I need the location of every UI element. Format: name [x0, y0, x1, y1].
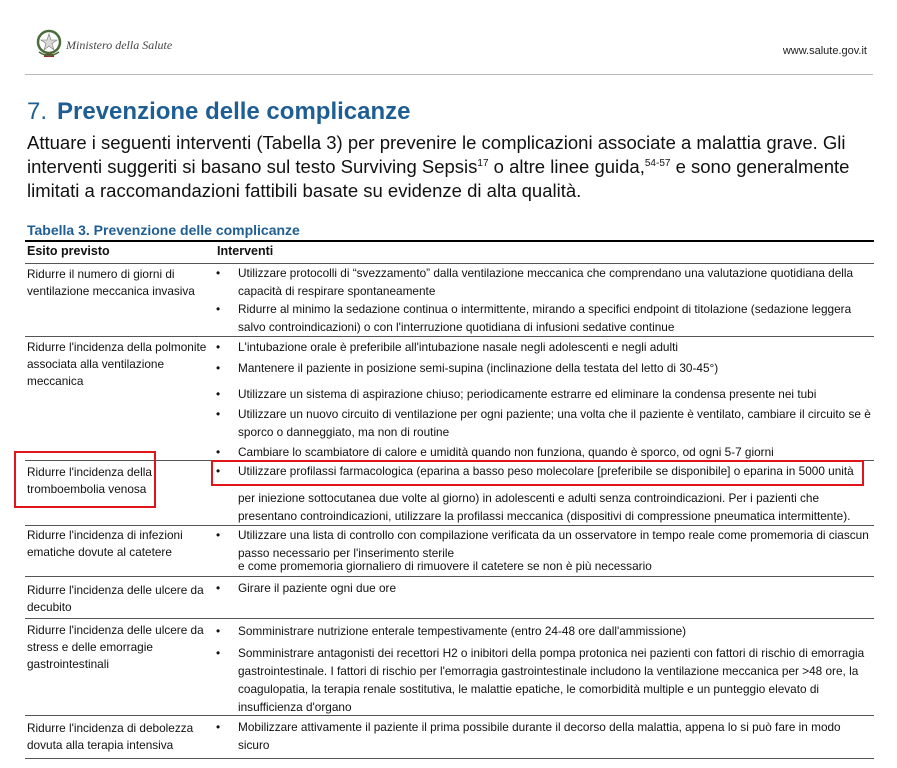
bullet-icon: • — [216, 266, 221, 280]
section-number: 7. — [27, 98, 48, 125]
intervention-item: Somministrare antagonisti dei recettori H2 o inibitori della pompa protonica nei pazienti con fattori di rischio di emorragia gastrointestinale. I fattori di rischio per l'emorragia gastrointestinale includono la ventilazione meccanica per >48 ore, la coagulopatia, la terapia renale sostitutiva, le malattie epatiche, le comorbidità multiple e un punteggio elevato di insufficienza d'organo — [238, 646, 865, 714]
table-row-outcome: Ridurre l'incidenza di debolezza dovuta alla terapia intensiva — [27, 721, 194, 752]
italian-emblem-logo — [34, 28, 64, 60]
intervention-item: Mantenere il paziente in posizione semi-supina (inclinazione della testata del letto di 30-45°) — [238, 361, 719, 375]
bullet-icon: • — [216, 646, 221, 660]
bullet-icon: • — [216, 302, 221, 316]
bullet-icon: • — [216, 340, 221, 354]
intervention-item: Utilizzare un sistema di aspirazione chiuso; periodicamente estrarre ed eliminare la condensa presente nei tubi — [238, 387, 817, 401]
bullet-icon: • — [216, 445, 221, 459]
bullet-icon: • — [216, 464, 221, 478]
website-url[interactable]: www.salute.gov.it — [782, 45, 867, 57]
intervention-item: Utilizzare protocolli di “svezzamento” dalla ventilazione meccanica che comprendano una valutazione quotidiana della capacità di respirare spontaneamente — [238, 266, 854, 298]
table-row-outcome: Ridurre l'incidenza della tromboembolia venosa — [27, 465, 152, 496]
header-divider — [25, 74, 873, 75]
table-row-outcome: Ridurre l'incidenza delle ulcere da stress e delle emorragie gastrointestinali — [27, 623, 204, 671]
column-header-outcome: Esito previsto — [27, 244, 110, 258]
bullet-icon: • — [216, 624, 221, 638]
intro-text-2: o altre linee guida, — [488, 156, 645, 177]
bullet-icon: • — [216, 720, 221, 734]
table-row-outcome: Ridurre l'incidenza di infezioni ematiche dovute al catetere — [27, 528, 183, 559]
intervention-item: L'intubazione orale è preferibile all'intubazione nasale negli adolescenti e negli adulti — [238, 340, 678, 354]
highlight-box-intervention — [211, 460, 864, 486]
bullet-icon: • — [216, 407, 221, 421]
bullet-icon: • — [216, 581, 221, 595]
highlight-box-outcome — [14, 451, 156, 508]
intro-text-1: Attuare i seguenti interventi (Tabella 3) per prevenire le complicazioni associate a malattia grave. Gli interventi suggeriti si basano sul testo Surviving Sepsis — [27, 132, 846, 177]
reference-17[interactable]: 17 — [477, 158, 489, 169]
table-row-outcome: Ridurre il numero di giorni di ventilazione meccanica invasiva — [27, 267, 195, 298]
section-title-text: Prevenzione delle complicanze — [57, 98, 411, 125]
intervention-item: Utilizzare un nuovo circuito di ventilazione per ogni paziente; una volta che il paziente è ventilato, cambiare il circuito se è sporco o danneggiato, ma non di routine — [238, 407, 871, 439]
table-row-outcome: Ridurre l'incidenza della polmonite associata alla ventilazione meccanica — [27, 340, 207, 388]
intervention-item-continued: e come promemoria giornaliero di rimuovere il catetere se non è più necessario — [238, 559, 652, 573]
reference-54-57[interactable]: 54-57 — [644, 158, 671, 169]
row-divider — [25, 618, 874, 619]
bullet-icon: • — [216, 361, 221, 375]
row-divider — [25, 715, 874, 716]
row-divider — [25, 336, 874, 337]
intervention-item: Girare il paziente ogni due ore — [238, 581, 397, 595]
intro-text-3: e sono generalmente limitati a raccomandazioni fattibili basate su evidenze di alta qualità. — [27, 156, 850, 201]
intervention-item: Ridurre al minimo la sedazione continua o intermittente, mirando a specifici endpoint di titolazione (sedazione leggera salvo controindicazioni) o con l'interruzione quotidiana di infusioni sedative continue — [238, 302, 852, 334]
table-caption: Tabella 3. Prevenzione delle complicanze — [27, 222, 300, 238]
intro-paragraph — [27, 131, 875, 203]
section-title — [27, 98, 410, 126]
column-header-interventions: Interventi — [217, 244, 274, 258]
intervention-item: Mobilizzare attivamente il paziente il prima possibile durante il decorso della malattia, appena lo si può fare in modo sicuro — [238, 720, 841, 752]
table-bottom-rule — [25, 758, 874, 759]
intervention-item: Somministrare nutrizione enterale tempestivamente (entro 24-48 ore dall'ammissione) — [238, 624, 687, 638]
intervention-item: Utilizzare una lista di controllo con compilazione verificata da un osservatore in tempo reale come promemoria di ciascun passo necessario per l'inserimento sterile — [238, 528, 869, 560]
intervention-item: Utilizzare profilassi farmacologica (eparina a basso peso molecolare [preferibile se disponibile] o eparina in 5000 unità — [238, 464, 854, 478]
ministry-name: Ministero della Salute — [66, 38, 173, 52]
table-row-outcome: Ridurre l'incidenza delle ulcere da decubito — [27, 583, 204, 614]
intervention-item-continued: per iniezione sottocutanea due volte al giorno) in adolescenti e adulti senza controindicazioni. Per i pazienti che presentano controindicazioni, utilizzare la profilassi meccanica (dispositivi di compressione pneumatica intermittente). — [238, 491, 851, 523]
intervention-item: Cambiare lo scambiatore di calore e umidità quando non funziona, quando è sporco, od ogni 5-7 giorni — [238, 445, 774, 459]
row-divider — [25, 576, 874, 577]
bullet-icon: • — [216, 387, 221, 401]
table-top-rule — [25, 240, 874, 242]
bullet-icon: • — [216, 528, 221, 542]
